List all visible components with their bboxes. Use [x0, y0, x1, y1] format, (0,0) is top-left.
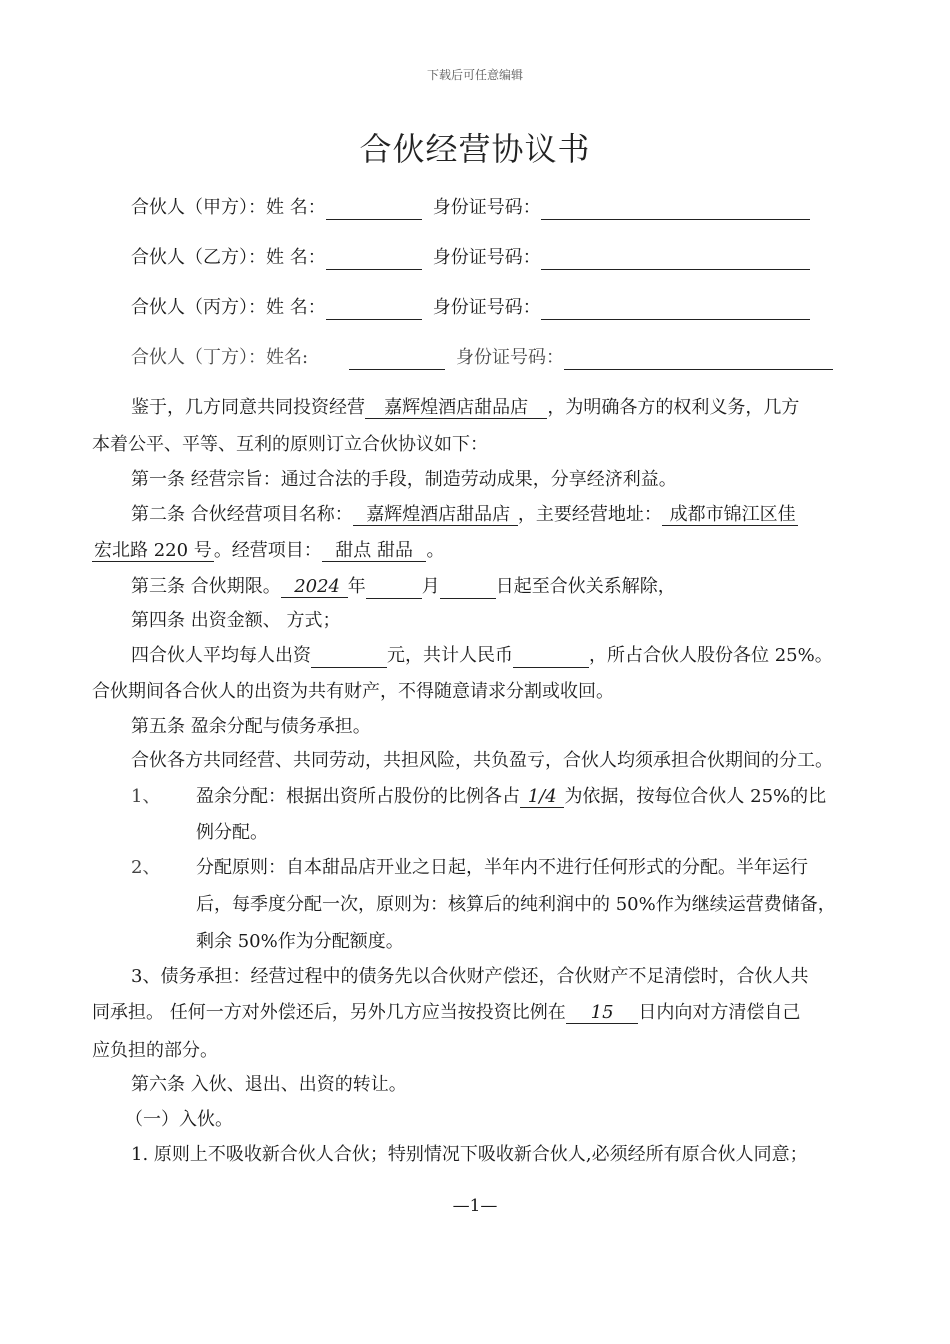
article-4-line-1: 四合伙人平均每人出资 元，共计人民币 ，所占合伙人股份各位 25%。	[131, 645, 833, 666]
partner-id-label: 身份证号码：	[432, 247, 541, 268]
article-2-line-2: 宏北路 220 号 。经营项目： 甜点 甜品 。	[94, 540, 445, 561]
partner-id-field[interactable]	[541, 297, 810, 320]
article-5-item-3-line-2: 同承担。 任何一方对外偿还后，另外几方应当按投资比例在 15 日内向对方清偿自己	[92, 1002, 801, 1023]
document-title: 合伙经营协议书	[359, 130, 591, 168]
shop-name-value: 嘉辉煌酒店甜品店	[365, 397, 547, 419]
preamble-line-2: 本着公平、平等、互利的原则订立合伙协议如下：	[92, 434, 488, 455]
start-day-field[interactable]	[440, 576, 496, 599]
list-item-number: 1、	[131, 786, 161, 807]
partner-name-field[interactable]	[326, 247, 422, 270]
partner-name-label: 合伙人（甲方）：姓 名：	[131, 197, 326, 218]
article-1: 第一条 经营宗旨：通过合法的手段，制造劳动成果，分享经济利益。	[131, 469, 677, 490]
partner-name-field[interactable]	[349, 347, 445, 370]
partner-id-field[interactable]	[541, 247, 810, 270]
project-name-value: 嘉辉煌酒店甜品店	[353, 504, 518, 526]
partner-row-a	[131, 196, 810, 220]
profit-ratio-value: 1/4	[520, 786, 564, 808]
article-5-item-1-line-2: 例分配。	[196, 822, 268, 843]
article-5-item-3-line-3: 应负担的部分。	[92, 1040, 218, 1061]
partner-name-label: 合伙人（乙方）：姓 名：	[131, 247, 326, 268]
article-5-heading: 第五条 盈余分配与债务承担。	[131, 716, 371, 737]
partner-id-label: 身份证号码：	[432, 297, 541, 318]
article-4-line-2: 合伙期间各合伙人的出资为共有财产，不得随意请求分割或收回。	[92, 681, 614, 702]
partner-id-field[interactable]	[541, 197, 810, 220]
article-5-item-2-line-3: 剩余 50%作为分配额度。	[196, 931, 404, 952]
partner-row-c	[131, 296, 810, 320]
address-value-part1: 成都市锦江区佳	[662, 504, 798, 526]
address-value-part2: 宏北路 220 号	[94, 540, 212, 561]
article-5-item-2-line-1: 分配原则：自本甜品店开业之日起，半年内不进行任何形式的分配。半年运行	[196, 857, 808, 878]
preamble-line-1: 鉴于，几方同意共同投资经营 嘉辉煌酒店甜品店 ，为明确各方的权利义务，几方	[131, 397, 800, 418]
partner-name-label: 合伙人（丙方）：姓 名：	[131, 297, 326, 318]
partner-name-field[interactable]	[326, 197, 422, 220]
partner-id-label: 身份证号码：	[432, 197, 541, 218]
article-3: 第三条 合伙期限。 2024 年 月 日起至合伙关系解除，	[131, 576, 676, 597]
partner-row-d	[131, 346, 833, 370]
article-5-item-1-line-1: 盈余分配：根据出资所占股份的比例各占 1/4 为依据，按每位合伙人 25%的比	[196, 786, 827, 807]
article-6-item-1: 1. 原则上不吸收新合伙人合伙；特别情况下吸收新合伙人,必须经所有原合伙人同意；	[131, 1144, 808, 1165]
article-4-heading: 第四条 出资金额、 方式；	[131, 610, 341, 631]
total-contribution-field[interactable]	[513, 645, 589, 668]
list-item-number: 2、	[131, 857, 161, 878]
business-items-value: 甜点 甜品	[322, 540, 427, 562]
partner-id-label: 身份证号码：	[456, 347, 564, 368]
article-6-heading: 第六条 入伙、退出、出资的转让。	[131, 1074, 407, 1095]
partner-row-b	[131, 246, 810, 270]
page-number: —1—	[452, 1196, 498, 1216]
partner-name-label: 合伙人（丁方）：姓名:	[131, 347, 309, 368]
start-year-value: 2024	[281, 576, 348, 598]
page-header: 下载后可任意编辑	[426, 68, 523, 82]
repayment-days-value: 15	[566, 1002, 639, 1024]
start-month-field[interactable]	[366, 576, 422, 599]
article-2-line-1: 第二条 合伙经营项目名称： 嘉辉煌酒店甜品店 ，主要经营地址： 成都市锦江区佳	[131, 504, 796, 525]
partner-name-field[interactable]	[326, 297, 422, 320]
partner-id-field[interactable]	[564, 347, 833, 370]
article-6-section-1: （一）入伙。	[125, 1109, 233, 1130]
article-5-item-3-line-1: 3、债务承担：经营过程中的债务先以合伙财产偿还，合伙财产不足清偿时，合伙人共	[131, 966, 809, 987]
contribution-per-partner-field[interactable]	[311, 645, 387, 668]
article-5-item-2-line-2: 后，每季度分配一次，原则为：核算后的纯利润中的 50%作为继续运营费储备，	[196, 894, 836, 915]
article-5-intro: 合伙各方共同经营、共同劳动，共担风险，共负盈亏，合伙人均须承担合伙期间的分工。	[131, 750, 833, 771]
